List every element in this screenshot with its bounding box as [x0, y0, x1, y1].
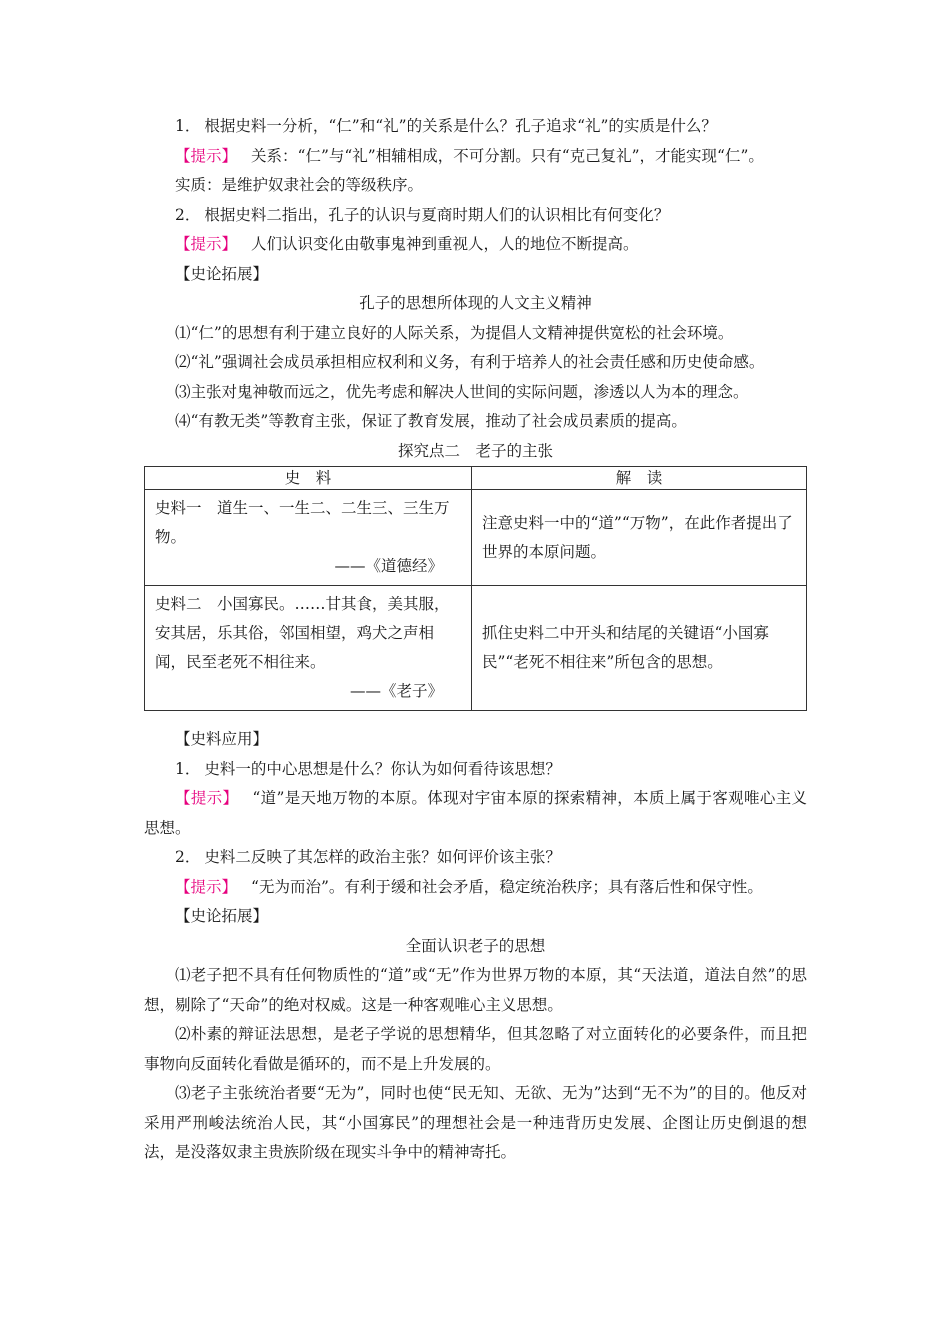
- table-row: [145, 490, 807, 586]
- question-1: 1． 史料一的中心思想是什么？你认为如何看待该思想？: [175, 759, 561, 778]
- reading-cell: 抓住史料二中开头和结尾的关键语“小国寡民”“老死不相往来”所包含的思想。: [472, 586, 807, 711]
- document-page: [144, 112, 807, 1168]
- answer-2: 【提示】 人们认识变化由敬事鬼神到重视人，人的地位不断提高。: [175, 235, 639, 253]
- answer-1: 【提示】 “道”是天地万物的本原。体现对宇宙本原的探索精神，本质上属于客观唯心主义思想。: [144, 789, 807, 837]
- table-header: 史 料: [145, 467, 472, 490]
- question-2: 2． 根据史料二指出，孔子的认识与夏商时期人们的认识相比有何变化？: [175, 205, 670, 224]
- apply-heading: 【史料应用】: [175, 730, 269, 748]
- expand-point: ⑴老子把不具有任何物质性的“道”或“无”作为世界万物的本原，其“天法道，道法自然”的思想，剔除了“天命”的绝对权威。这是一种客观唯心主义思想。: [144, 966, 807, 1014]
- citation: ——《道德经》: [334, 557, 443, 575]
- source-cell: 史料二 小国寡民。……甘其食，美其服，安其居，乐其俗，邻国相望，鸡犬之声相闻，民至老死不相往来。 ——《老子》: [145, 586, 472, 711]
- answer-1-essence: 实质：是维护奴隶社会的等级秩序。: [175, 176, 424, 194]
- question-2: 2． 史料二反映了其怎样的政治主张？如何评价该主张？: [175, 848, 561, 866]
- answer-2: 【提示】 “无为而治”。有利于缓和社会矛盾，稳定统治秩序；具有落后性和保守性。: [175, 877, 763, 896]
- hint-label: 【提示】: [175, 877, 238, 896]
- expand-title: 全面认识老子的思想: [405, 936, 546, 955]
- hint-label: 【提示】: [175, 789, 239, 807]
- citation: ——《老子》: [349, 682, 443, 700]
- reading-cell: 注意史料一中的“道”“万物”，在此作者提出了世界的本原问题。: [472, 490, 807, 586]
- answer-1: 【提示】 关系：“仁”与“礼”相辅相成，不可分割。只有“克己复礼”，才能实现“仁”。: [175, 146, 764, 165]
- hint-label: 【提示】: [175, 146, 238, 165]
- table-row: [145, 586, 807, 711]
- expand-heading: 【史论拓展】: [175, 907, 269, 925]
- expand-point: ⑷“有教无类”等教育主张，保证了教育发展，推动了社会成员素质的提高。: [175, 412, 687, 430]
- expand-heading: 【史论拓展】: [175, 264, 269, 283]
- question-1: 1． 根据史料一分析，“仁”和“礼”的关系是什么？孔子追求“礼”的实质是什么？: [175, 117, 717, 135]
- expand-point: ⑶主张对鬼神敬而远之，优先考虑和解决人世间的实际问题，渗透以人为本的理念。: [175, 382, 749, 401]
- expand-point: ⑵朴素的辩证法思想，是老子学说的思想精华，但其忽略了对立面转化的必要条件，而且把事物向反面转化看做是循环的，而不是上升发展的。: [144, 1025, 807, 1073]
- expand-point: ⑶老子主张统治者要“无为”，同时也使“民无知、无欲、无为”达到“无不为”的目的。他反对采用严刑峻法统治人民，其“小国寡民”的理想社会是一种违背历史发展、企图让历史倒退的想法，是没落奴隶主贵族阶级在现实斗争中的精神寄托。: [144, 1084, 807, 1161]
- expand-point: ⑵“礼”强调社会成员承担相应权利和义务，有利于培养人的社会责任感和历史使命感。: [175, 353, 765, 371]
- table-header-row: [145, 467, 807, 490]
- source-table: [144, 466, 807, 711]
- table-header: 解 读: [472, 467, 807, 490]
- source-cell: 史料一 道生一、一生二、二生三、三生万物。 ——《道德经》: [145, 490, 472, 586]
- section-title: 探究点二 老子的主张: [397, 441, 553, 460]
- expand-title: 孔子的思想所体现的人文主义精神: [359, 294, 592, 312]
- hint-label: 【提示】: [175, 235, 238, 253]
- expand-point: ⑴“仁”的思想有利于建立良好的人际关系，为提倡人文精神提供宽松的社会环境。: [175, 323, 734, 342]
